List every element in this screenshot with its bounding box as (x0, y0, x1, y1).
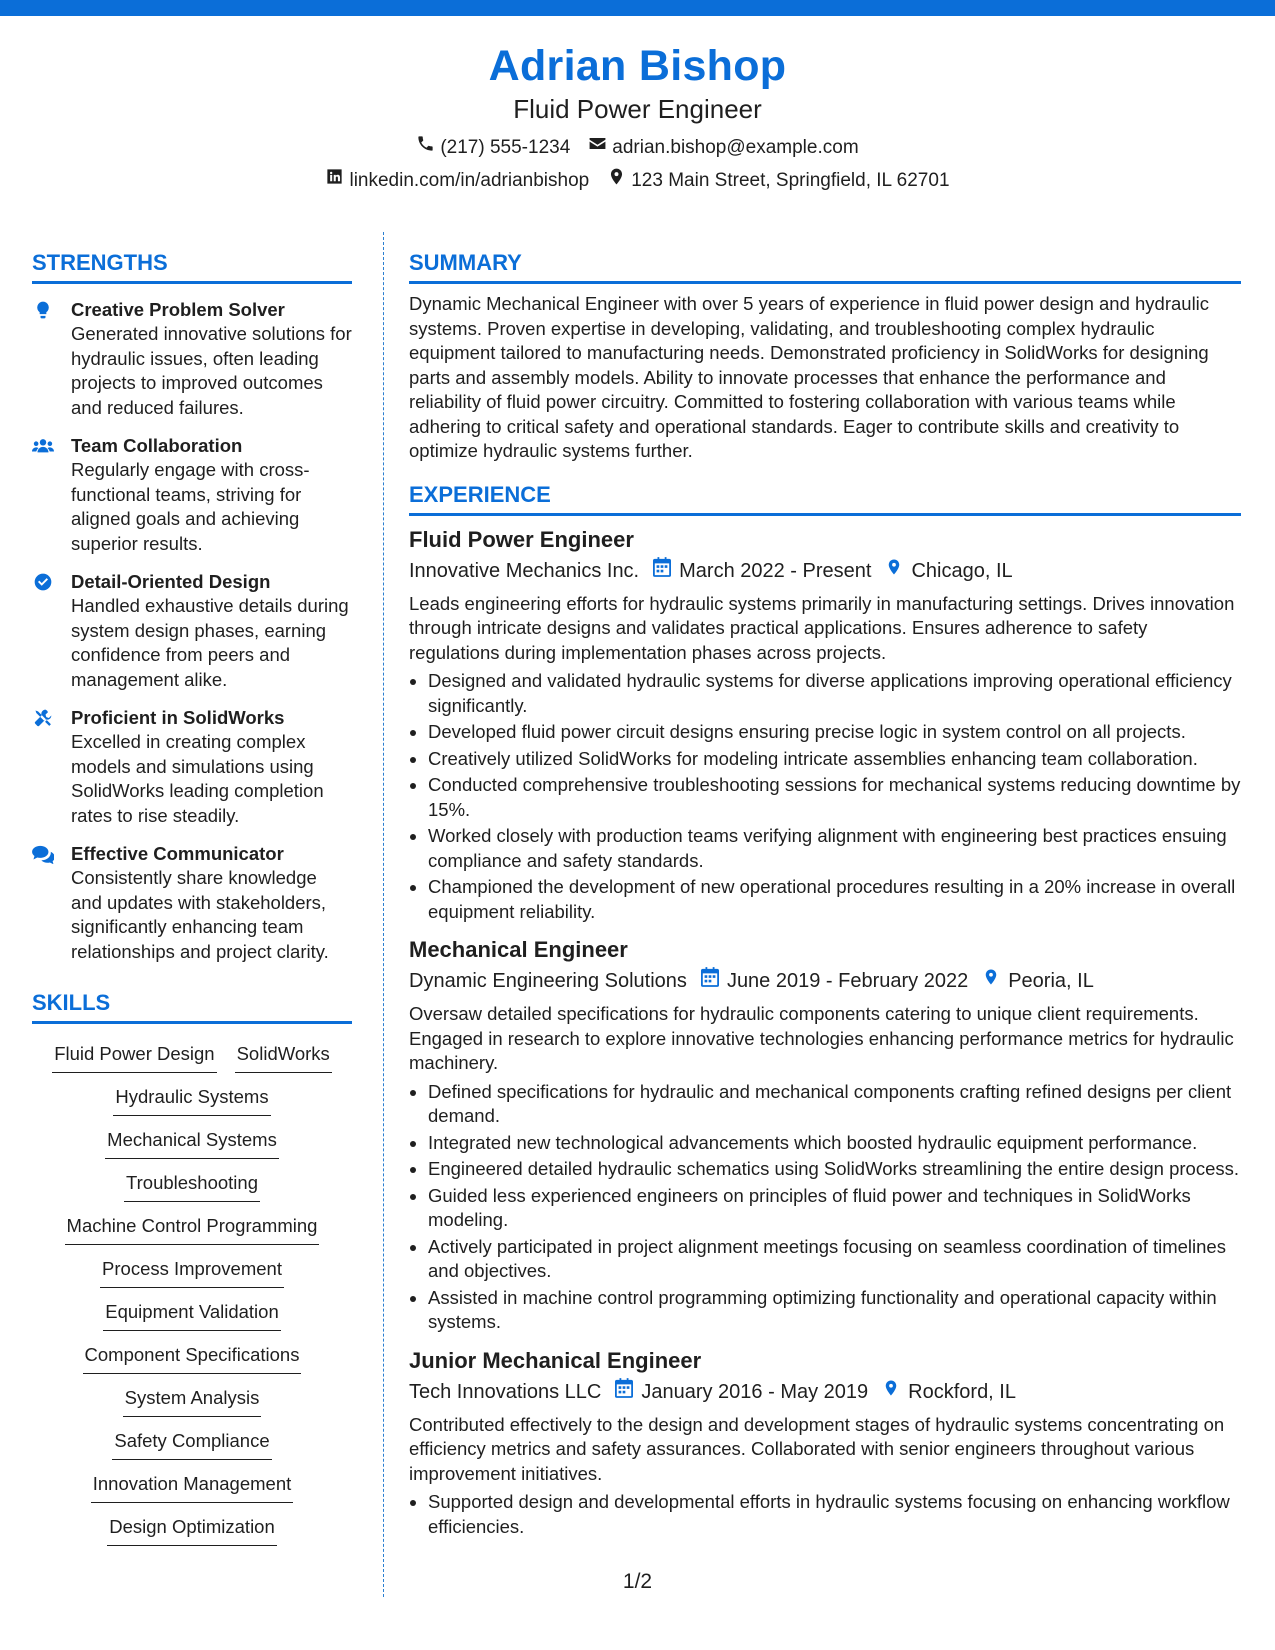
summary-text: Dynamic Mechanical Engineer with over 5 years of experience in fluid power design and hydraulic systems. Proven expertise in developing, validating, and troubleshooting complex hydraulic equipment tailored to manufacturing needs. Demonstrated proficiency in SolidWorks for designing parts and assembly models. Ability to innovate processes that enhance the performance and reliability of fluid power circuitry. Committed to fostering collaboration with various teams while adhering to critical safety and operational standards. Eager to contribute skills and creativity to optimize hydraulic systems further. (409, 293, 1210, 461)
calendar-icon (653, 556, 671, 586)
phone-contact (416, 134, 570, 161)
skill-tag: Design Optimization (107, 1511, 277, 1546)
job-bullet: • Defined specifications for hydraulic and mechanical components crafting refined designs per client demand. (428, 1080, 1241, 1129)
strength-item (32, 842, 352, 964)
check-circle-icon (32, 572, 54, 592)
job-dates: March 2022 - Present (679, 559, 872, 582)
job-company: Dynamic Engineering Solutions (409, 970, 687, 992)
job-meta (409, 1377, 1241, 1407)
job-meta (409, 556, 1241, 586)
skill-tag: Fluid Power Design (52, 1038, 216, 1073)
tools-icon (32, 708, 54, 728)
skill-tag: SolidWorks (235, 1038, 332, 1073)
job-bullets (409, 1490, 1241, 1539)
email-text[interactable]: adrian.bishop@example.com (612, 136, 859, 158)
users-icon (32, 436, 54, 456)
map-pin-icon (982, 966, 1000, 996)
column-divider (383, 232, 384, 1597)
skill-tag: Machine Control Programming (65, 1210, 320, 1245)
map-pin-icon (882, 1377, 900, 1407)
right-column (409, 248, 1241, 1541)
job-description: Oversaw detailed specifications for hydraulic components catering to unique client requirements. Engaged in research to explore innovative technologies enhancing performance metrics for hydraulic machinery. (409, 1003, 1234, 1073)
skill-tag: Troubleshooting (124, 1167, 260, 1202)
linkedin-text[interactable]: linkedin.com/in/adrianbishop (349, 169, 590, 191)
job-title: Fluid Power Engineer (409, 526, 634, 552)
job-dates: June 2019 - February 2022 (726, 970, 969, 992)
strength-desc: Regularly engage with cross-functional teams, striving for aligned goals and achieving superior results. (71, 459, 310, 554)
page-number: 1/2 (622, 1570, 653, 1593)
strength-item (32, 434, 352, 556)
job-bullet: • Creatively utilized SolidWorks for modeling intricate assemblies enhancing team collaboration. (428, 747, 1241, 772)
job-bullet: • Integrated new technological advancements which boosted hydraulic equipment performance. (428, 1131, 1241, 1156)
contact-row-1 (0, 134, 1275, 161)
job-bullets (409, 1080, 1241, 1335)
map-pin-icon (607, 167, 626, 194)
skill-tag: Process Improvement (100, 1253, 284, 1288)
job-bullet: • Championed the development of new operational procedures resulting in a 20% increase in overall equipment reliability. (428, 875, 1241, 924)
phone-icon (416, 134, 435, 161)
job-entry (409, 936, 1241, 1335)
envelope-icon (588, 134, 607, 161)
job-bullet: • Designed and validated hydraulic systems for diverse applications improving operational efficiency significantly. (428, 669, 1241, 718)
job-location: Peoria, IL (1008, 970, 1094, 992)
experience-heading: EXPERIENCE (409, 480, 1241, 516)
job-description: Leads engineering efforts for hydraulic systems primarily in manufacturing settings. Drives innovation through intricate designs and validates practical applications. Ensures adherence to safety regulations during implementation phases across projects. (409, 592, 1235, 663)
candidate-name: Adrian Bishop (488, 42, 787, 90)
resume-header (0, 40, 1275, 194)
job-bullet: • Developed fluid power circuit designs ensuring precise logic in system control on all projects. (428, 720, 1241, 745)
strength-title: Effective Communicator (71, 843, 284, 864)
skill-tag: System Analysis (123, 1382, 262, 1417)
strength-title: Creative Problem Solver (71, 299, 285, 320)
job-bullet: • Supported design and developmental efforts in hydraulic systems focusing on enhancing workflow efficiencies. (428, 1490, 1241, 1539)
phone-text: (217) 555-1234 (440, 136, 571, 158)
strengths-list (32, 298, 352, 964)
top-accent-bar (0, 0, 1275, 16)
linkedin-icon (325, 167, 344, 194)
lightbulb-icon (32, 300, 54, 320)
job-bullet: • Actively participated in project alignment meetings focusing on seamless coordination of timelines and objectives. (428, 1235, 1241, 1284)
job-entry (409, 526, 1241, 925)
skill-tag: Innovation Management (91, 1468, 294, 1503)
job-bullet: • Worked closely with production teams verifying alignment with engineering best practices ensuing compliance and safety standards. (428, 824, 1241, 873)
candidate-title: Fluid Power Engineer (513, 94, 762, 124)
strength-desc: Generated innovative solutions for hydraulic issues, often leading projects to improved outcomes and reduced failures. (71, 323, 352, 418)
skill-tag: Equipment Validation (103, 1296, 280, 1331)
job-description: Contributed effectively to the design and development stages of hydraulic systems concentrating on efficiency metrics and safety assurances. Collaborated with senior engineers throughout various improvement initiatives. (409, 1413, 1225, 1484)
strength-item (32, 298, 352, 420)
job-bullet: • Conducted comprehensive troubleshooting sessions for mechanical systems reducing downtime by 15%. (428, 773, 1241, 822)
job-location: Rockford, IL (908, 1380, 1016, 1403)
job-title: Junior Mechanical Engineer (409, 1347, 702, 1373)
address-text: 123 Main Street, Springfield, IL 62701 (631, 169, 950, 191)
email-contact[interactable] (588, 134, 858, 161)
strength-desc: Consistently share knowledge and updates with stakeholders, significantly enhancing team relationships and project clarity. (71, 867, 329, 962)
strength-title: Team Collaboration (71, 435, 243, 456)
calendar-icon (615, 1377, 633, 1407)
job-bullet: • Assisted in machine control programming optimizing functionality and operational capacity within systems. (428, 1286, 1241, 1335)
comments-icon (32, 844, 54, 864)
job-dates: January 2016 - May 2019 (641, 1380, 869, 1403)
skill-tag: Safety Compliance (112, 1425, 271, 1460)
skill-tag: Mechanical Systems (105, 1124, 279, 1159)
skills-list (32, 1038, 352, 1546)
job-meta (409, 966, 1241, 996)
strength-title: Detail-Oriented Design (71, 571, 271, 592)
strength-item (32, 570, 352, 692)
skills-heading: SKILLS (32, 988, 352, 1024)
address-contact (607, 167, 949, 194)
job-company: Tech Innovations LLC (409, 1380, 602, 1403)
strength-item (32, 706, 352, 828)
job-company: Innovative Mechanics Inc. (409, 559, 640, 582)
job-entry (409, 1347, 1241, 1540)
left-column (32, 248, 352, 1546)
map-pin-icon (885, 556, 903, 586)
job-location: Chicago, IL (911, 559, 1013, 582)
linkedin-contact[interactable] (325, 167, 589, 194)
strengths-heading: STRENGTHS (32, 248, 352, 284)
contact-row-2 (0, 167, 1275, 194)
job-bullets (409, 669, 1241, 924)
skill-tag: Hydraulic Systems (113, 1081, 270, 1116)
strength-desc: Excelled in creating complex models and simulations using SolidWorks leading completion rates to rise steadily. (71, 731, 324, 826)
calendar-icon (701, 966, 719, 996)
strength-title: Proficient in SolidWorks (71, 707, 285, 728)
strength-desc: Handled exhaustive details during system design phases, earning confidence from peers and management alike. (71, 595, 349, 690)
summary-heading: SUMMARY (409, 248, 1241, 284)
skill-tag: Component Specifications (83, 1339, 302, 1374)
job-bullet: • Engineered detailed hydraulic schematics using SolidWorks streamlining the entire design process. (428, 1157, 1241, 1182)
job-bullet: • Guided less experienced engineers on principles of fluid power and techniques in SolidWorks modeling. (428, 1184, 1241, 1233)
job-title: Mechanical Engineer (409, 937, 628, 962)
